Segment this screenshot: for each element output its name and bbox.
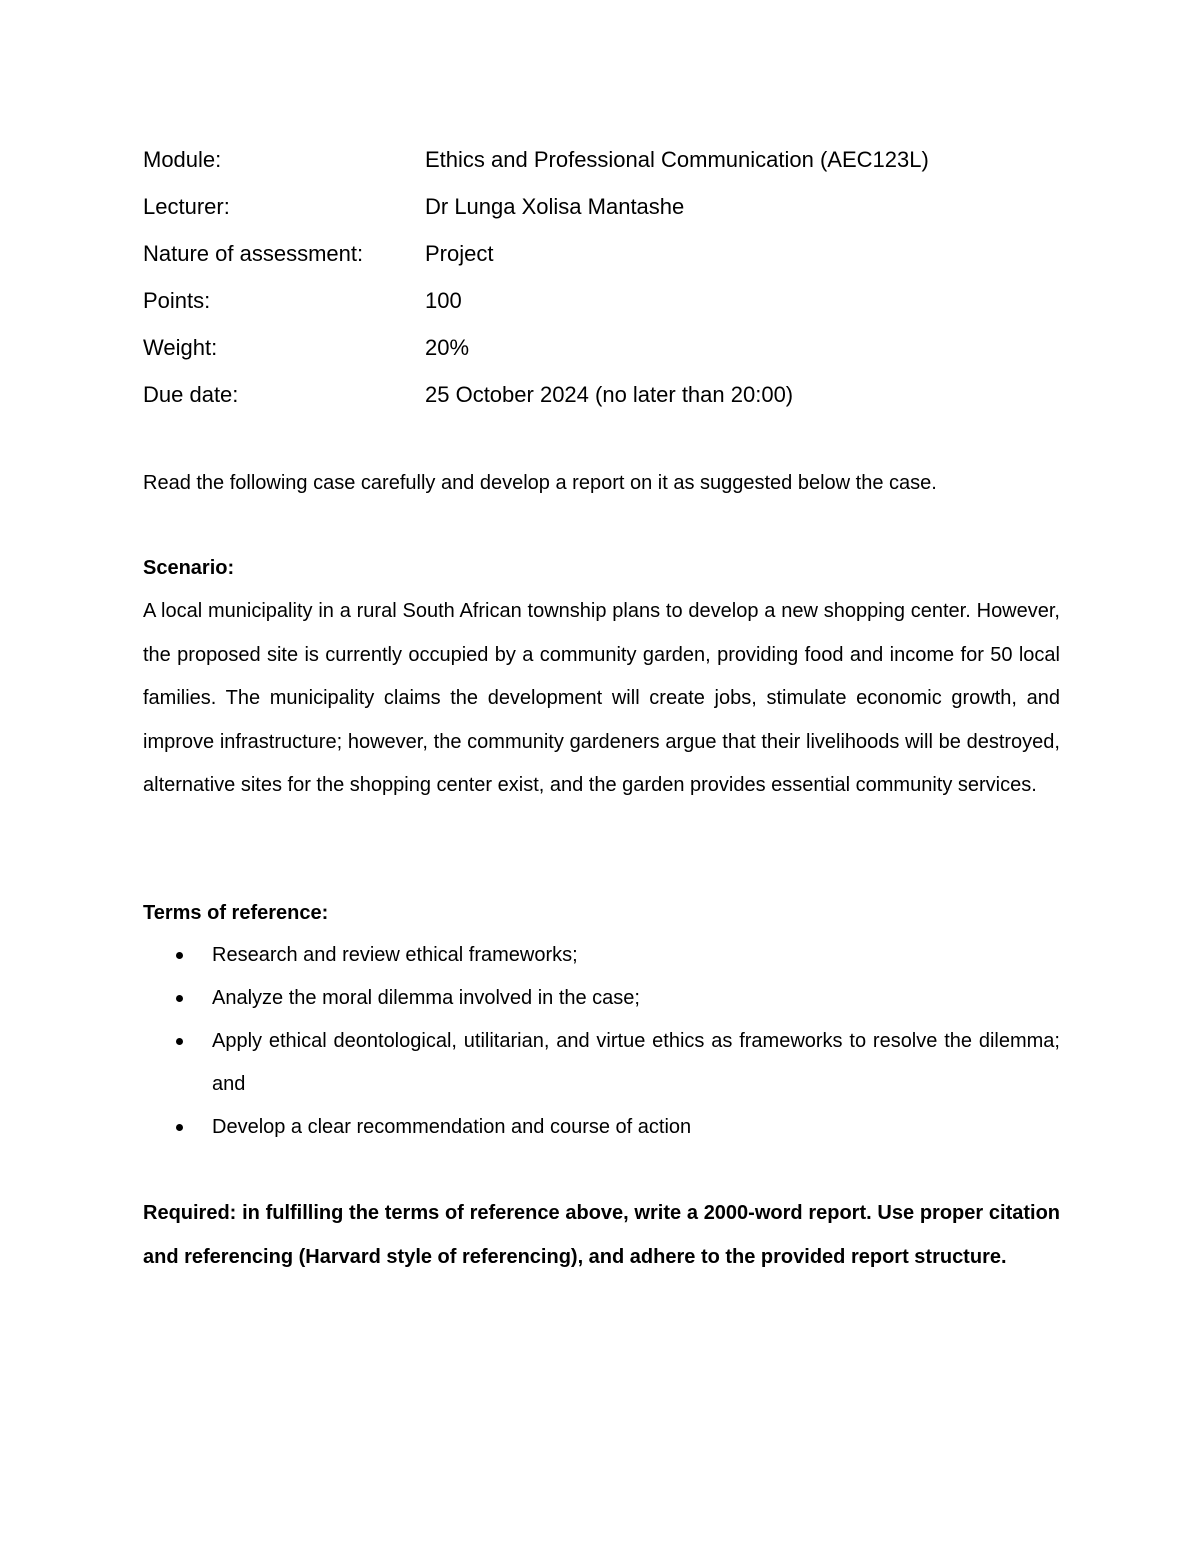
terms-heading: Terms of reference:	[143, 902, 329, 924]
bullet-icon	[176, 995, 183, 1002]
info-value: Dr Lunga Xolisa Mantashe	[425, 193, 685, 219]
bullet-icon	[176, 952, 183, 959]
info-row-module	[143, 136, 1060, 183]
list-item	[143, 1020, 1060, 1106]
list-item-text: Research and review ethical frameworks;	[212, 944, 578, 966]
info-label: Due date:	[143, 381, 239, 407]
list-item	[143, 1106, 1060, 1149]
required-paragraph: Required: in fulfilling the terms of reference above, write a 2000-word report. Use proper citation and referencing (Harvard style of referencing), and adhere to the provided report structure.	[143, 1202, 1060, 1268]
info-row-nature	[143, 230, 1060, 277]
list-item-text: Apply ethical deontological, utilitarian, and virtue ethics as frameworks to resolve the dilemma; and	[212, 1030, 1060, 1095]
info-row-weight	[143, 324, 1060, 371]
assessment-info-table	[143, 136, 1060, 418]
info-row-due-date	[143, 371, 1060, 418]
scenario-paragraph: A local municipality in a rural South African township plans to develop a new shopping center. However, the proposed site is currently occupied by a community garden, providing food and income for 50 local families. The municipality claims the development will create jobs, stimulate economic growth, and improve infrastructure; however, the community gardeners argue that their livelihoods will be destroyed, alternative sites for the shopping center exist, and the garden provides essential community services.	[143, 600, 1060, 796]
list-item	[143, 977, 1060, 1020]
info-label: Nature of assessment:	[143, 240, 364, 266]
bullet-icon	[176, 1038, 183, 1045]
info-row-lecturer	[143, 183, 1060, 230]
info-value: 20%	[425, 334, 470, 360]
intro-paragraph: Read the following case carefully and develop a report on it as suggested below the case.	[143, 472, 937, 494]
info-value: 100	[425, 287, 462, 313]
terms-list	[143, 934, 1060, 1149]
list-item-text: Develop a clear recommendation and course of action	[212, 1116, 692, 1138]
info-label: Lecturer:	[143, 193, 230, 219]
scenario-heading: Scenario:	[143, 557, 235, 579]
info-value: 25 October 2024 (no later than 20:00)	[425, 381, 794, 407]
info-row-points	[143, 277, 1060, 324]
list-item	[143, 934, 1060, 977]
info-value: Project	[425, 240, 494, 266]
info-label: Module:	[143, 146, 222, 172]
bullet-icon	[176, 1124, 183, 1131]
list-item-text: Analyze the moral dilemma involved in the case;	[212, 987, 640, 1009]
info-value: Ethics and Professional Communication (AEC123L)	[425, 146, 929, 172]
info-label: Weight:	[143, 334, 218, 360]
info-label: Points:	[143, 287, 211, 313]
